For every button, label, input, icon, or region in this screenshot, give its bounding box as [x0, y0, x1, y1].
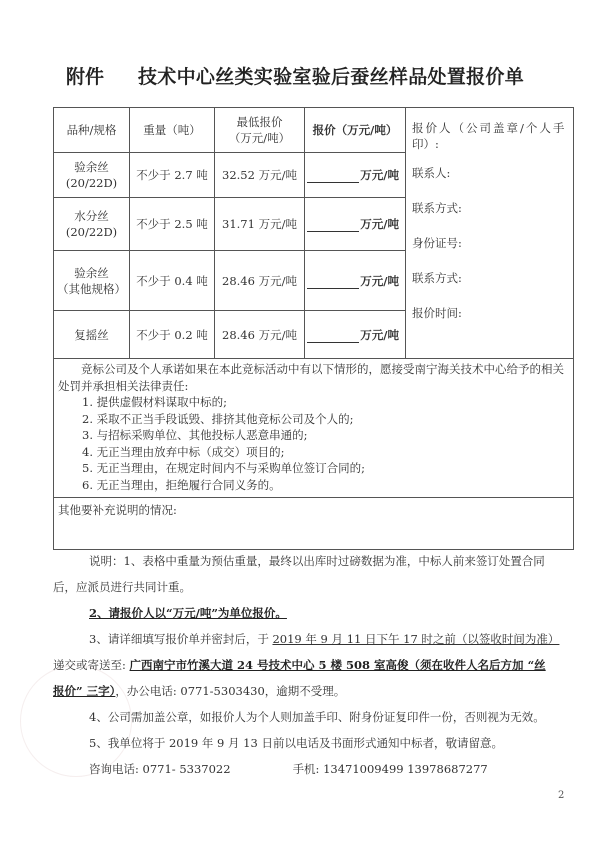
- quoter-info-cell: 报价人（公司盖章/个人手 印）: 联系人: 联系方式: 身份证号: 联系方式: 报价时间:: [406, 108, 574, 359]
- commitment-item: 5. 无正当理由，在规定时间内不与采购单位签订合同的;: [82, 461, 365, 475]
- price-blank-line[interactable]: [307, 218, 359, 232]
- note-1-cont: 后，应派员进行共同计重。: [53, 580, 191, 594]
- quote-price-field[interactable]: 万元/吨: [305, 153, 406, 198]
- variety-cell: 复摇丝: [54, 311, 130, 359]
- note-3-cont: 报价” 三字），办公电话: 0771-5303430，逾期不受理。: [53, 684, 346, 698]
- min-price-cell: 32.52 万元/吨: [215, 153, 305, 198]
- quote-price-field[interactable]: 万元/吨: [305, 311, 406, 359]
- contact-line: [53, 756, 573, 782]
- contact-person-label: 联系人:: [412, 166, 451, 180]
- price-blank-line[interactable]: [307, 329, 359, 343]
- commitment-item: 3. 与招标采购单位、其他投标人恶意串通的;: [82, 428, 308, 442]
- commitment-intro: 竞标公司及个人承诺如果在本此竞标活动中有以下情形的，愿接受南宁海关技术中心给予的相关处罚并承担相关法律责任:: [58, 362, 564, 393]
- deadline-text: 2019 年 9 月 11 日下午 17 时之前（以签收时间为准）: [272, 632, 560, 646]
- commitment-cell: [54, 359, 574, 498]
- quote-price-field[interactable]: 万元/吨: [305, 198, 406, 251]
- note-1: 说明：1、表格中重量为预估重量，最终以出库时过磅数据为准，中标人前来签订处置合同: [89, 554, 545, 568]
- note-3: 3、请详细填写报价单并密封后，于 2019 年 9 月 11 日下午 17 时之前（以签收时间为准）: [89, 632, 560, 646]
- table-header-row: [54, 108, 574, 153]
- consult-phone: 咨询电话: 0771- 5337022: [89, 762, 231, 776]
- price-blank-line[interactable]: [307, 169, 359, 183]
- contact-method-label-2: 联系方式:: [412, 271, 462, 285]
- col-header-min-price: 最低报价 （万元/吨）: [215, 108, 305, 153]
- address-text: 广西南宁市竹溪大道 24 号技术中心 5 楼 508 室高俊（须在收件人名后方加 “丝: [129, 658, 546, 672]
- note-2: 2、请报价人以“万元/吨”为单位报价。: [89, 606, 287, 620]
- weight-cell: 不少于 2.7 吨: [130, 153, 215, 198]
- attachment-label: 附件: [66, 66, 105, 88]
- quote-time-label: 报价时间:: [412, 306, 462, 320]
- document-title: 技术中心丝类实验室验后蚕丝样品处置报价单: [138, 66, 525, 88]
- commitment-item: 1. 提供虚假材料谋取中标的;: [82, 395, 228, 409]
- quoter-label: 报价人（公司盖章/个人手: [412, 121, 567, 135]
- min-price-cell: 31.71 万元/吨: [215, 198, 305, 251]
- variety-cell: 验余丝 （其他规格）: [54, 251, 130, 311]
- commitment-item: 6. 无正当理由，拒绝履行合同义务的。: [82, 477, 281, 492]
- page-number: 2: [558, 790, 565, 801]
- weight-cell: 不少于 0.2 吨: [130, 311, 215, 359]
- other-notes-row: [54, 498, 574, 550]
- weight-cell: 不少于 2.5 吨: [130, 198, 215, 251]
- col-header-variety: 品种/规格: [54, 108, 130, 153]
- variety-cell: 验余丝 (20/22D): [54, 153, 130, 198]
- contact-method-label: 联系方式:: [412, 201, 462, 215]
- min-price-cell: 28.46 万元/吨: [215, 251, 305, 311]
- col-header-weight: 重量（吨）: [130, 108, 215, 153]
- weight-cell: 不少于 0.4 吨: [130, 251, 215, 311]
- quote-price-field[interactable]: 万元/吨: [305, 251, 406, 311]
- document-header: [66, 62, 570, 90]
- price-blank-line[interactable]: [307, 275, 359, 289]
- id-number-label: 身份证号:: [412, 236, 462, 250]
- quote-table: [53, 107, 574, 550]
- commitment-item: 4. 无正当理由放弃中标（成交）项目的;: [82, 444, 285, 459]
- note-4: 4、公司需加盖公章，如报价人为个人则加盖手印、附身份证复印件一份，否则视为无效。: [89, 710, 545, 724]
- commitment-item: 2. 采取不正当手段诋毁、排挤其他竞标公司及个人的;: [82, 411, 354, 426]
- variety-cell: 水分丝 (20/22D): [54, 198, 130, 251]
- other-notes-field[interactable]: 其他要补充说明的情况:: [54, 498, 574, 550]
- note-3-address: 递交或寄送至: 广西南宁市竹溪大道 24 号技术中心 5 楼 508 室高俊（须在收件人名后方加 “丝: [53, 658, 546, 672]
- notes-section: [53, 548, 573, 782]
- col-header-quote: 报价（万元/吨）: [305, 108, 406, 153]
- min-price-cell: 28.46 万元/吨: [215, 311, 305, 359]
- commitment-row: [54, 359, 574, 498]
- note-5: 5、我单位将于 2019 年 9 月 13 日前以电话及书面形式通知中标者，敬请留意。: [89, 736, 503, 750]
- mobile-phone: 手机: 13471009499 13978687277: [292, 762, 488, 776]
